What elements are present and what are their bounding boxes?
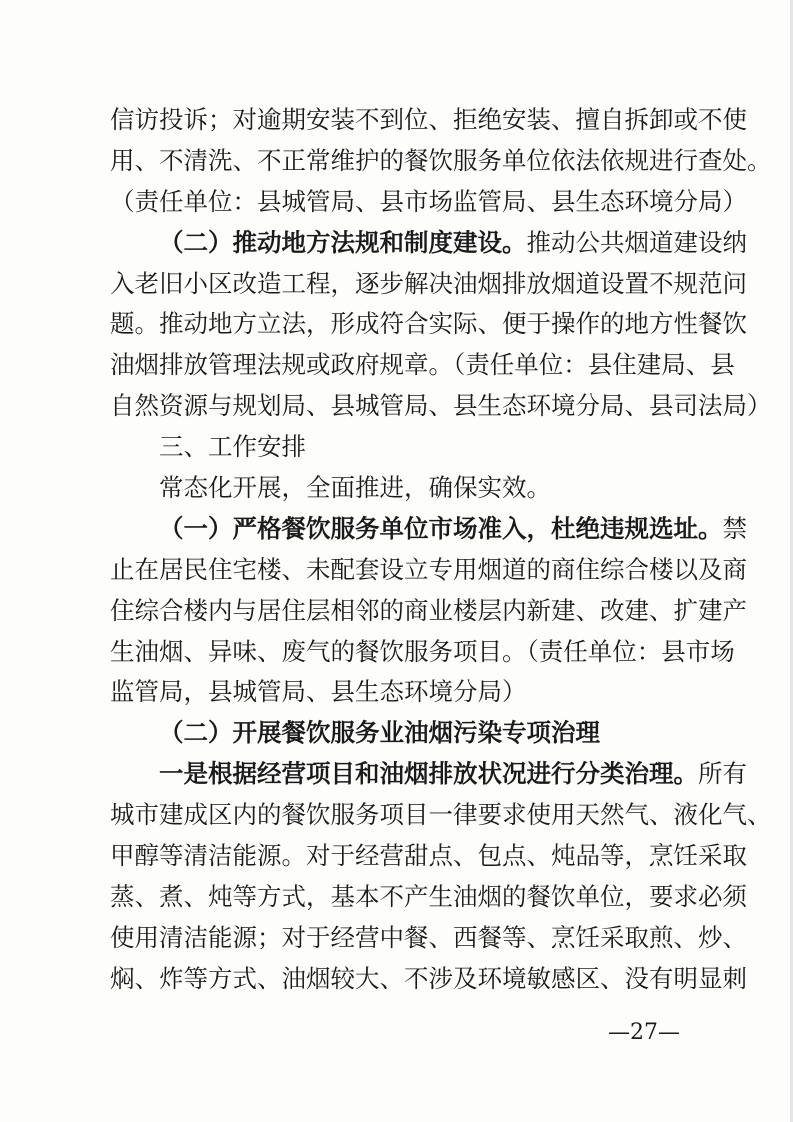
bold-subheading: （一）严格餐饮服务单位市场准入，杜绝违规选址。 bbox=[159, 513, 723, 543]
text-line: （责任单位：县城管局、县市场监管局、县生态环境分局） bbox=[110, 186, 747, 216]
text-line: 生油烟、异味、废气的餐饮服务项目。（责任单位：县市场 bbox=[110, 636, 735, 666]
bold-subheading: （二）开展餐饮服务业油烟污染专项治理 bbox=[159, 718, 600, 748]
text-line: 常态化开展，全面推进，确保实效。 bbox=[159, 473, 551, 503]
text-line: 自然资源与规划局、县城管局、县生态环境分局、县司法局） bbox=[110, 391, 772, 421]
subheading-line: （二）推动地方法规和制度建设。推动公共烟道建设纳 bbox=[159, 227, 747, 257]
text-line: 题。推动地方立法，形成符合实际、便于操作的地方性餐饮 bbox=[110, 309, 747, 339]
text-line: 甲醇等清洁能源。对于经营甜点、包点、炖品等，烹饪采取 bbox=[110, 841, 747, 871]
body-text bbox=[110, 100, 772, 1000]
subheading-line bbox=[110, 713, 695, 754]
text-line: 油烟排放管理法规或政府规章。（责任单位：县住建局、县 bbox=[110, 350, 735, 380]
text-line: 焖、炸等方式、油烟较大、不涉及环境敏感区、没有明显刺 bbox=[110, 963, 747, 993]
text-line: 城市建成区内的餐饮服务项目一律要求使用天然气、液化气、 bbox=[110, 800, 772, 830]
text-line: 用、不清洗、不正常维护的餐饮服务单位依法依规进行查处。 bbox=[110, 145, 772, 175]
text-line: 住综合楼内与居住层相邻的商业楼层内新建、改建、扩建产 bbox=[110, 595, 747, 625]
text-line: 信访投诉；对逾期安装不到位、拒绝安装、擅自拆卸或不使 bbox=[110, 105, 747, 134]
text-line: 蒸、煮、炖等方式，基本不产生油烟的餐饮单位，要求必须 bbox=[110, 881, 747, 911]
text-line: 入老旧小区改造工程，逐步解决油烟排放烟道设置不规范问 bbox=[110, 268, 747, 298]
bold-subheading: （二）推动地方法规和制度建设。 bbox=[159, 227, 527, 257]
text-line: 止在居民住宅楼、未配套设立专用烟道的商住综合楼以及商 bbox=[110, 554, 747, 584]
section-heading: 三、工作安排 bbox=[159, 432, 306, 462]
bold-subheading: 一是根据经营项目和油烟排放状况进行分类治理。 bbox=[159, 759, 698, 789]
text-line: 监管局，县城管局、县生态环境分局） bbox=[110, 677, 527, 707]
page-number: —27— bbox=[608, 1020, 680, 1045]
subheading-line: （一）严格餐饮服务单位市场准入，杜绝违规选址。禁 bbox=[159, 513, 747, 543]
text-line: 使用清洁能源；对于经营中餐、西餐等、烹饪采取煎、炒、 bbox=[110, 922, 747, 952]
subheading-line: 一是根据经营项目和油烟排放状况进行分类治理。所有 bbox=[159, 759, 747, 789]
